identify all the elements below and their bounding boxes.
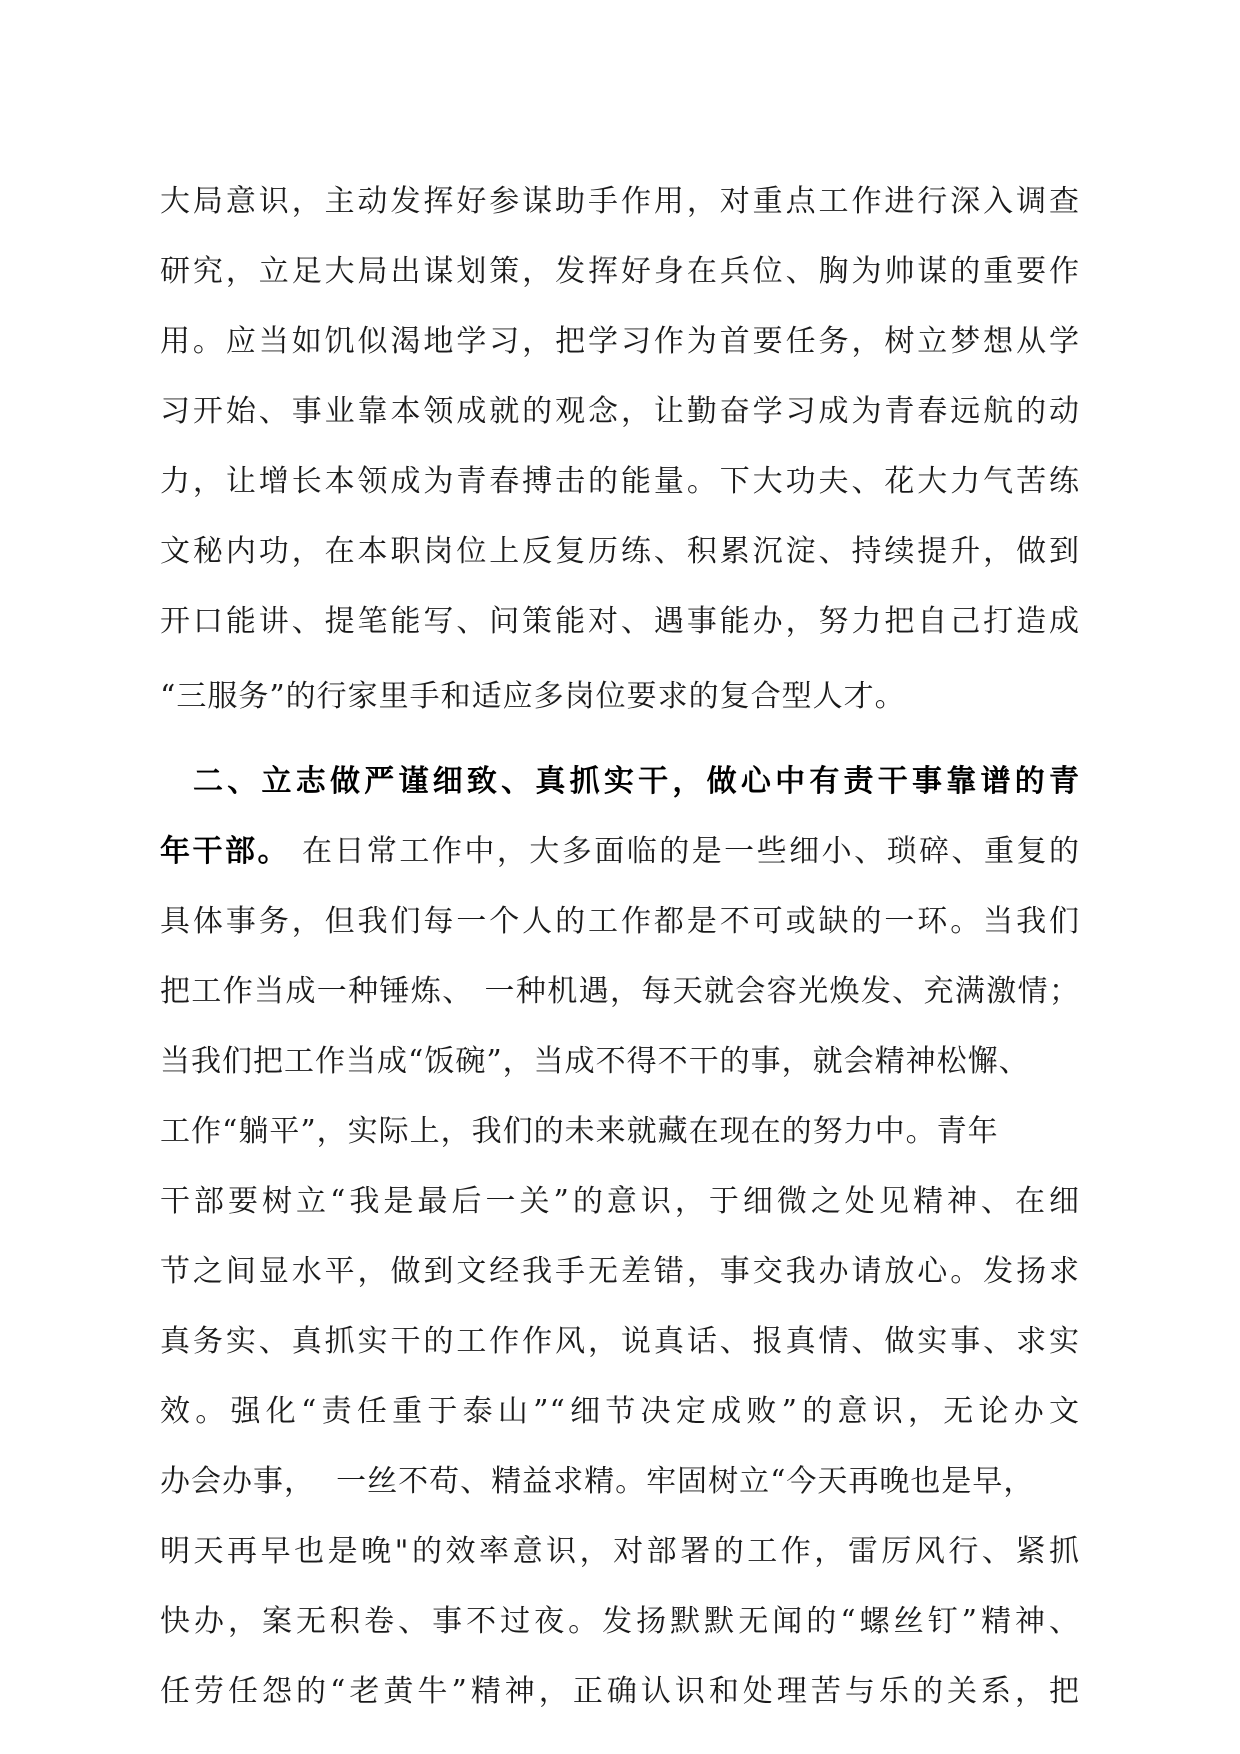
section-heading-end: 年干部。	[160, 834, 290, 869]
text-line: 快办，案无积卷、事不过夜。发扬默默无闻的“螺丝钉”精神、	[160, 1604, 1080, 1639]
text-line: 任劳任怨的“老黄牛”精神，正确认识和处理苦与乐的关系，把	[160, 1674, 1080, 1709]
text-line: 力，让增长本领成为青春搏击的能量。下大功夫、花大力气苦练	[160, 464, 1080, 499]
text-line: 大局意识，主动发挥好参谋助手作用，对重点工作进行深入调查	[160, 184, 1080, 219]
text-line: 当我们把工作当成“饭碗”，当成不得不干的事，就会精神松懈、	[160, 1044, 1030, 1079]
text-line: 明天再早也是晚"的效率意识，对部署的工作，雷厉风行、紧抓	[160, 1534, 1080, 1569]
text-line: 节之间显水平，做到文经我手无差错，事交我办请放心。发扬求	[160, 1254, 1080, 1289]
text-line: 干部要树立“我是最后一关”的意识，于细微之处见精神、在细	[160, 1184, 1080, 1219]
text-line: 习开始、事业靠本领成就的观念，让勤奋学习成为青春远航的动	[160, 394, 1080, 429]
text-line: 用。应当如饥似渴地学习，把学习作为首要任务，树立梦想从学	[160, 324, 1080, 359]
text-line: 工作“躺平”，实际上，我们的未来就藏在现在的努力中。青年	[160, 1114, 999, 1149]
text-line: 效。强化“责任重于泰山”“细节决定成败”的意识，无论办文	[160, 1394, 1080, 1429]
text-line: 研究，立足大局出谋划策，发挥好身在兵位、胸为帅谋的重要作	[160, 254, 1080, 289]
section-heading: 二、立志做严谨细致、真抓实干，做心中有责干事靠谱的青	[193, 764, 1080, 799]
text-line	[160, 831, 1080, 873]
text-line: 把工作当成一种锤炼、 一种机遇，每天就会容光焕发、充满激情；	[160, 974, 1080, 1009]
text-line: 办会办事， 一丝不苟、精益求精。牢固树立“今天再晚也是早，	[160, 1464, 1035, 1499]
text-line: 开口能讲、提笔能写、问策能对、遇事能办，努力把自己打造成	[160, 604, 1080, 639]
text-line: 真务实、真抓实干的工作作风，说真话、报真情、做实事、求实	[160, 1324, 1080, 1359]
text-line-rest: 在日常工作中，大多面临的是一些细小、琐碎、重复的	[289, 834, 1080, 869]
text-line: 具体事务，但我们每一个人的工作都是不可或缺的一环。当我们	[160, 904, 1080, 939]
text-line: “三服务”的行家里手和适应多岗位要求的复合型人才。	[160, 679, 906, 714]
text-line: 文秘内功，在本职岗位上反复历练、积累沉淀、持续提升，做到	[160, 534, 1080, 569]
